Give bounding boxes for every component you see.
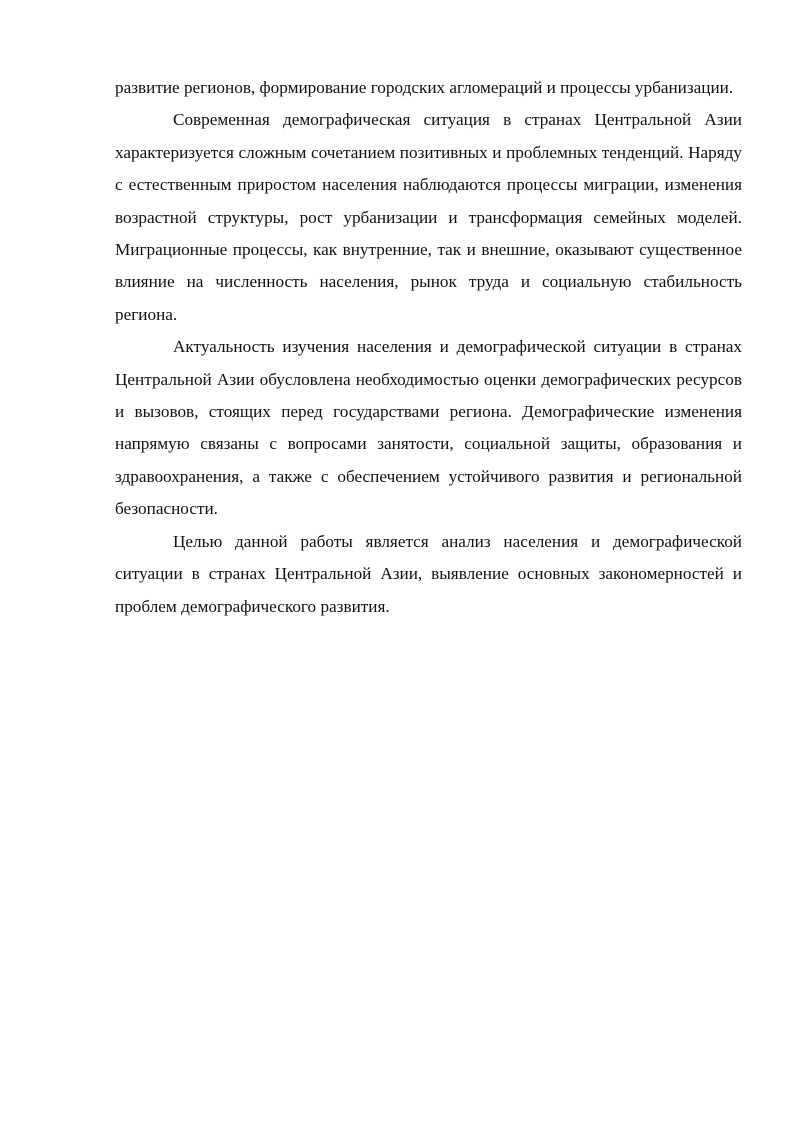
paragraph-goal: Целью данной работы является анализ населения и демографической ситуации в странах Центральной Азии, выявление основных закономерностей и проблем демографического развития. — [115, 531, 742, 616]
paragraph-continuation: развитие регионов, формирование городских агломераций и процессы урбанизации. — [115, 78, 734, 97]
paragraph-demographic-situation: Современная демографическая ситуация в странах Центральной Азии характеризуется сложным сочетанием позитивных и проблемных тенденций. Наряду с естественным приростом населения наблюдаются процессы миграции, изменения возрастной структуры, рост урбанизации и трансформация семейных моделей. Миграционные процессы, как внутренние, так и внешние, оказывают существенное влияние на численность населения, рынок труда и социальную стабильность региона. — [115, 110, 742, 324]
paragraph-relevance: Актуальность изучения населения и демографической ситуации в странах Центральной Азии обусловлена необходимостью оценки демографических ресурсов и вызовов, стоящих перед государствами региона. Демографические изменения напрямую связаны с вопросами занятости, социальной защиты, образования и здравоохранения, а также с обеспечением устойчивого развития и региональной безопасности. — [115, 337, 742, 519]
